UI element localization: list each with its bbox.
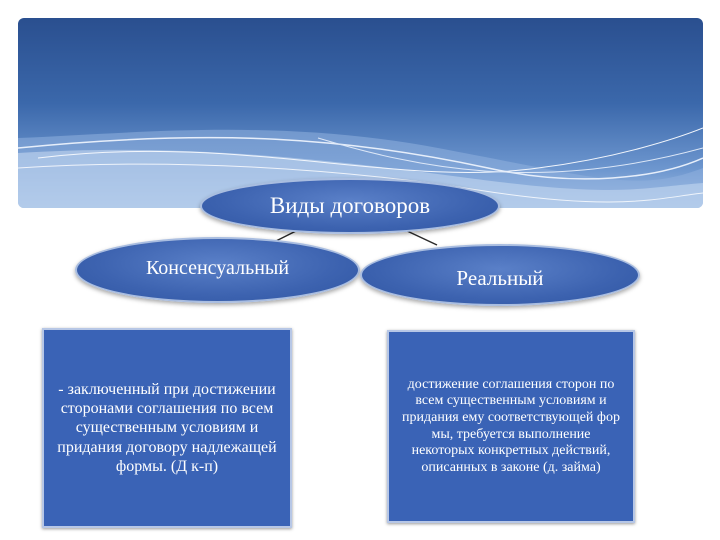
- connector-right: [405, 230, 437, 245]
- root-node: [200, 178, 500, 234]
- real-description-text: достижение соглашения сторон по всем существенным условиям и придания ему соответствующей фор мы, требуется выполнение некоторых конкретных действий, описанных в законе (д. займа): [402, 376, 620, 475]
- consensual-description-text: - заключенный при достижении сторонами соглашения по всем существенным условиям и придания договору надлежащей формы. (Д к-п): [57, 381, 277, 475]
- consensual-node-label: Консенсуальный: [145, 256, 290, 279]
- real-node-label: Реальный: [456, 265, 544, 290]
- real-description-box: [387, 330, 635, 523]
- consensual-node: [75, 237, 360, 303]
- root-node-label: Виды договоров: [269, 193, 431, 218]
- consensual-description-box: [42, 328, 292, 528]
- real-node: [360, 244, 640, 306]
